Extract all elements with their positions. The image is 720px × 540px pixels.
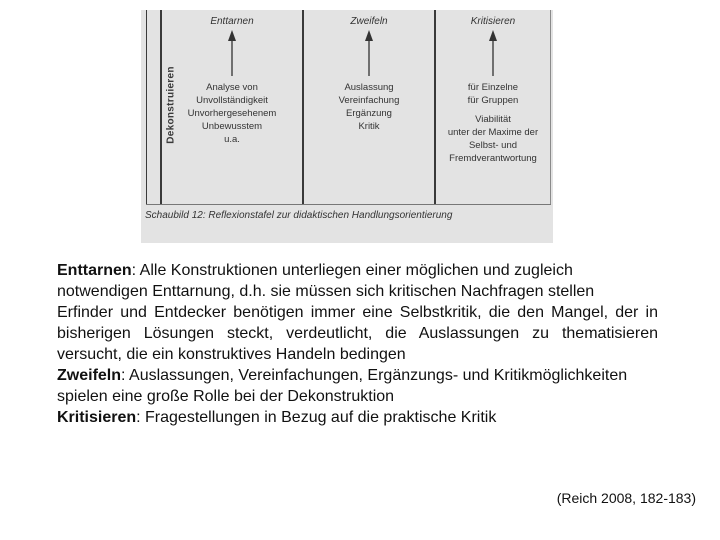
column-line: u.a. — [224, 134, 240, 145]
column-body — [436, 81, 550, 165]
column-line: Unvollständigkeit — [196, 95, 268, 106]
up-arrow-icon — [487, 30, 499, 78]
column-line: für Einzelne — [467, 82, 519, 93]
column-heading: Kritisieren — [470, 16, 516, 27]
paragraph-kritisieren — [57, 407, 658, 428]
paragraph-erfinder: Erfinder und Entdecker benötigen immer eine Selbstkritik, die den Mangel, der in bisherigen Lösungen steckt, verdeutlicht, die Auslassungen zu thematisieren versucht, die ein konstruktives Handeln bedingen — [57, 304, 658, 363]
column-line: Kritik — [358, 121, 380, 132]
body-text — [57, 260, 658, 428]
column-kritisieren — [436, 10, 550, 205]
paragraph-enttarnen — [57, 260, 658, 302]
column-body — [162, 81, 302, 146]
column-line: unter der Maxime der — [447, 127, 539, 138]
column-line: für Gruppen — [467, 95, 519, 106]
divider — [146, 10, 147, 205]
citation: (Reich 2008, 182-183) — [556, 490, 696, 506]
paragraph-zweifeln — [57, 365, 658, 407]
term-kritisieren: Kritisieren — [57, 409, 137, 426]
column-line: Vereinfachung — [338, 95, 400, 106]
up-arrow-icon — [363, 30, 375, 78]
term-zweifeln: Zweifeln — [57, 367, 122, 384]
column-line: Analyse von — [206, 82, 258, 93]
column-heading: Enttarnen — [210, 16, 254, 27]
paragraph-text: : Fragestellungen in Bezug auf die praktische Kritik — [136, 409, 497, 426]
column-line: Fremdverantwortung — [449, 153, 537, 164]
column-line: Unvorhergesehenem — [187, 108, 277, 119]
column-heading: Zweifeln — [350, 16, 388, 27]
figure-scan — [141, 10, 553, 243]
figure-table — [146, 10, 551, 205]
column-line: Selbst- und — [468, 140, 518, 151]
paragraph-text: : Alle Konstruktionen unterliegen einer möglichen und zugleich notwendigen Enttarnung, d.h. sie müssen sich kritischen Nachfragen stellen — [57, 262, 595, 300]
divider — [550, 10, 551, 205]
term-enttarnen: Enttarnen — [57, 262, 132, 279]
paragraph-text: : Auslassungen, Vereinfachungen, Ergänzungs- und Kritikmöglichkeiten spielen eine große Rolle bei der Dekonstruktion — [57, 367, 628, 405]
column-line: Ergänzung — [346, 108, 392, 119]
column-enttarnen — [162, 10, 302, 205]
up-arrow-icon — [226, 30, 238, 78]
column-line: Auslassung — [344, 82, 394, 93]
column-body — [304, 81, 434, 133]
column-zweifeln — [304, 10, 434, 205]
column-line: Unbewusstem — [201, 121, 263, 132]
column-line: Viabilität — [475, 114, 511, 125]
figure-caption: Schaubild 12: Reflexionstafel zur didaktischen Handlungsorientierung — [145, 210, 453, 221]
side-label: Dekonstruieren — [165, 66, 177, 144]
